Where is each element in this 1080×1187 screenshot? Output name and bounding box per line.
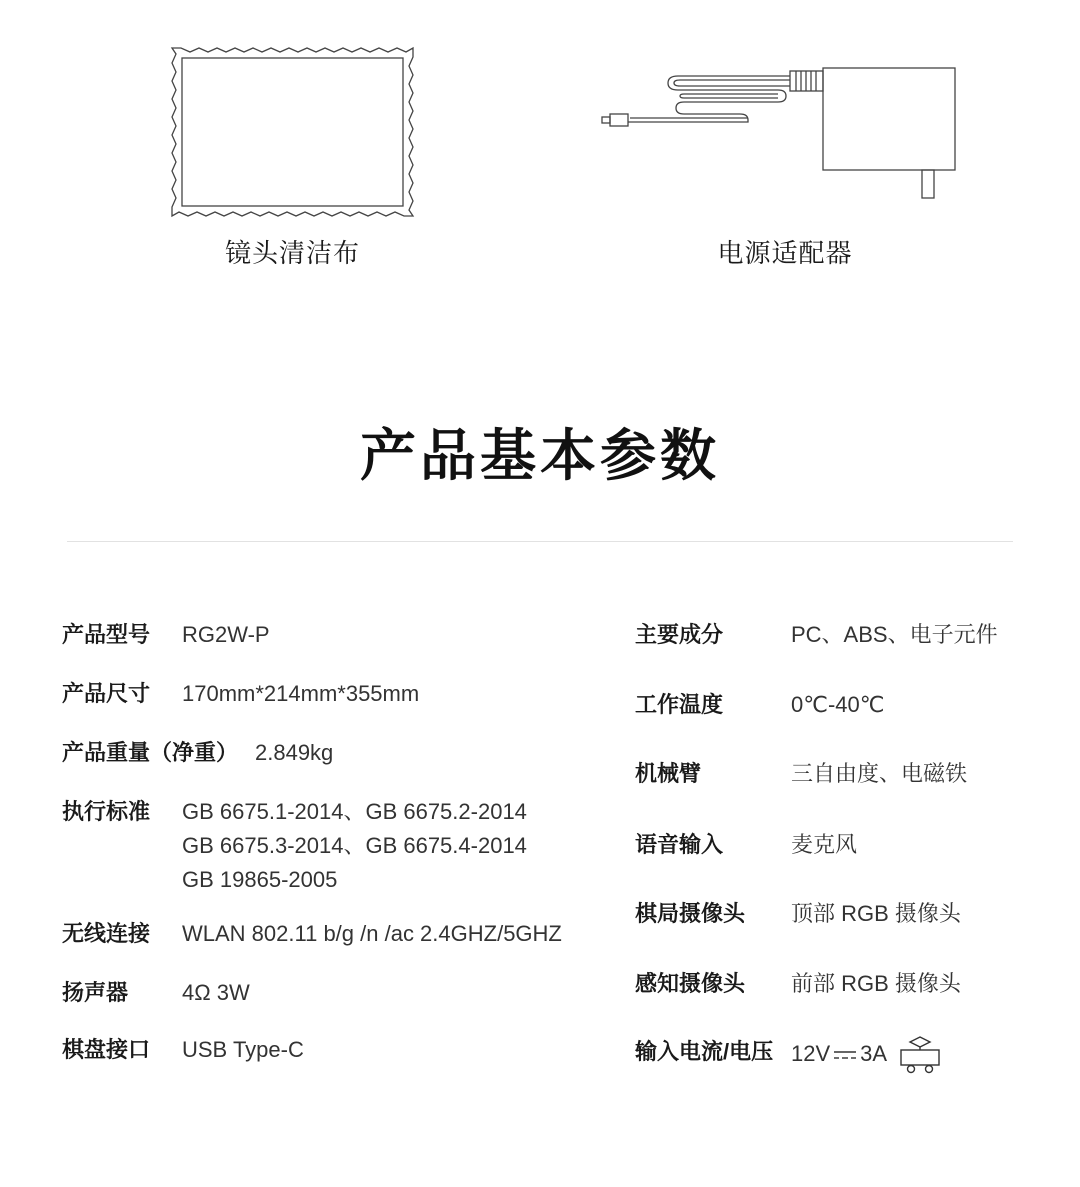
spec-key: 产品尺寸 [62, 681, 151, 706]
spec-value: 前部 RGB 摄像头 [791, 971, 961, 996]
voltage-value: 12V [791, 1040, 831, 1066]
spec-key: 语音输入 [635, 832, 724, 857]
accessory-label: 镜头清洁布 [224, 238, 360, 268]
spec-value: 170mm*214mm*355mm [182, 681, 420, 706]
spec-value: GB 19865-2005 [182, 867, 338, 892]
spec-value: PC、ABS、电子元件 [791, 622, 998, 647]
dc-symbol-icon [832, 1048, 858, 1062]
spec-value: GB 6675.1-2014、GB 6675.2-2014 [182, 799, 527, 824]
power-adapter-icon [590, 60, 970, 210]
spec-value: WLAN 802.11 b/g /n /ac 2.4GHZ/5GHZ [182, 921, 562, 946]
spec-key: 主要成分 [635, 622, 724, 647]
spec-key: 执行标准 [62, 799, 151, 824]
accessory-label: 电源适配器 [717, 238, 853, 268]
spec-value: 顶部 RGB 摄像头 [791, 901, 961, 926]
divider [67, 541, 1013, 542]
spec-value: GB 6675.3-2014、GB 6675.4-2014 [182, 833, 527, 858]
spec-value: 0℃-40℃ [791, 692, 885, 717]
cleaning-cloth-icon [160, 40, 425, 225]
spec-value [791, 1035, 943, 1075]
accessory-power-adapter [590, 60, 970, 268]
spec-key: 感知摄像头 [635, 971, 746, 996]
spec-key: 工作温度 [635, 692, 724, 717]
spec-value: 2.849kg [255, 740, 334, 765]
section-title: 产品基本参数 [360, 424, 720, 487]
spec-key: 棋局摄像头 [635, 901, 746, 926]
spec-value: 4Ω 3W [182, 980, 250, 1005]
class-iii-appliance-icon [897, 1035, 943, 1075]
spec-value: 三自由度、电磁铁 [791, 761, 968, 786]
current-value: 3A [860, 1040, 888, 1066]
spec-key: 输入电流/电压 [635, 1039, 774, 1064]
spec-value: USB Type-C [182, 1037, 304, 1062]
spec-value: 麦克风 [791, 832, 858, 857]
spec-key: 棋盘接口 [62, 1037, 151, 1062]
spec-key: 产品重量（净重） [62, 740, 239, 765]
spec-value: RG2W-P [182, 622, 270, 647]
spec-key: 无线连接 [62, 921, 151, 946]
accessory-cleaning-cloth [160, 40, 425, 268]
spec-key: 机械臂 [635, 761, 702, 786]
spec-key: 产品型号 [62, 622, 151, 647]
spec-key: 扬声器 [62, 980, 129, 1005]
